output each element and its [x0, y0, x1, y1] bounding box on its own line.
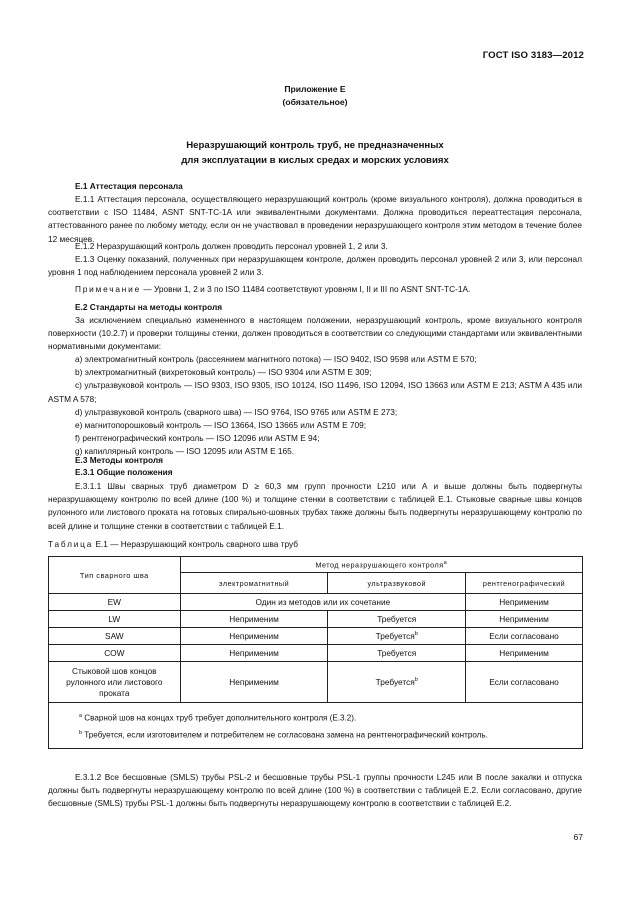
sub-header-radiographic: рентгенографический	[466, 573, 583, 594]
heading-e3: Е.3 Методы контроля	[75, 455, 163, 465]
cell-radiographic: Неприменим	[466, 645, 583, 662]
footnote-ref-b: b	[414, 677, 418, 684]
heading-e3-1: Е.3.1 Общие положения	[75, 467, 173, 477]
cell-ultrasonic-text: Требуется	[377, 614, 417, 624]
paragraph-e3-1-2: Е.3.1.2 Все бесшовные (SMLS) трубы PSL-2 и бесшовные трубы PSL-1 группы прочности L245 или В после закалки и отпуска должны быть подвергнуты неразрушающему контролю по всей длине (100 %) в соответствии с таблицей Е.2. Если согласовано, другие бесшовные (SMLS) трубы PSL-1 должны быть подвергнуты неразрушающему контролю в соответствии с таблицей Е.2.	[48, 772, 582, 809]
cell-radiographic: Неприменим	[466, 611, 583, 628]
note-a-marker: a	[79, 713, 83, 719]
col-header-method-text: Метод неразрушающего контроля	[315, 560, 444, 570]
cell-ultrasonic	[328, 662, 466, 703]
table-caption	[48, 539, 298, 549]
section-title-line2: для эксплуатации в кислых средах и морских условиях	[181, 155, 449, 166]
list-item: f) рентгенографический контроль — ISO 12096 или ASTM E 94;	[75, 433, 320, 444]
cell-merged: Один из методов или их сочетание	[180, 594, 465, 611]
table-row	[49, 594, 583, 611]
footnote-ref-b: b	[414, 631, 418, 638]
list-item: е) магнитопорошковый контроль — ISO 13664, ISO 13665 или ASTM E 709;	[75, 420, 367, 431]
heading-e1: Е.1 Аттестация персонала	[75, 181, 183, 191]
paragraph-e2-intro: За исключением специально измененного в настоящем положении, неразрушающий контроль, кроме визуального контроля поверхности (10.2.7) и проверки толщины стенки, должен проводиться в соответствии со следующими стандартами или эквивалентными нормативными документами:	[48, 315, 582, 352]
paragraph-e3-1-1: Е.3.1.1 Швы сварных труб диаметром D ≥ 60,3 мм групп прочности L210 или А и выше должны быть подвергнуты неразрушающему контролю по всей длине (100 %) и толщине стенки в соответствии с таблицей Е.1. Стыковые сварные швы концов рулонного или листового проката на готовых спирально-шовных трубах также должны быть подвергнуты неразрушающему контролю по всей длине и толщине стенки в соответствии с таблицей Е.1.	[48, 481, 582, 531]
table-e1	[48, 556, 583, 749]
list-item: с) ультразвуковой контроль — ISO 9303, ISO 9305, ISO 10124, ISO 11496, ISO 12094, ISO 13663 или ASTM E 213; ASTM A 435 или ASTM A 578;	[48, 380, 582, 404]
cell-electromagnetic: Неприменим	[180, 645, 328, 662]
cell-type: COW	[49, 645, 181, 662]
cell-type: EW	[49, 594, 181, 611]
note-label: Примечание	[75, 284, 142, 294]
list-item: g) капиллярный контроль — ISO 12095 или ASTM E 165.	[75, 446, 295, 457]
cell-ultrasonic	[328, 645, 466, 662]
paragraph-e1-1: Е.1.1 Аттестация персонала, осуществляющего неразрушающий контроль (кроме визуального контроля), должна проводиться в соответствии с ISO 11484, ASNT SNT-TC-1A или эквивалентными документами. Должна проводиться переаттестация персонала, аттестованного ранее по любому методу, если он не участвовал в проведении неразрушающего контроля этим методом в течение более 12 месяцев.	[48, 194, 582, 244]
table-caption-label: Таблица	[48, 539, 94, 549]
list-item: b) электромагнитный (вихретоковый контроль) — ISO 9304 или ASTM E 309;	[75, 367, 372, 378]
cell-electromagnetic: Неприменим	[180, 662, 328, 703]
note-text: — Уровни 1, 2 и 3 по ISO 11484 соответствуют уровням I, II и III по ASNT SNT-TC-1A.	[141, 284, 471, 294]
col-header-method	[180, 557, 582, 573]
note-b-text: Требуется, если изготовителем и потребителем не согласована замена на рентгенографический контроль.	[82, 730, 488, 740]
table-note-a	[79, 709, 574, 726]
annex-status: (обязательное)	[282, 97, 348, 107]
list-item: d) ультразвуковой контроль (сварного шва) — ISO 9764, ISO 9765 или ASTM E 273;	[75, 406, 398, 417]
cell-ultrasonic	[328, 611, 466, 628]
cell-ultrasonic	[328, 628, 466, 645]
sub-header-electromagnetic: электромагнитный	[180, 573, 328, 594]
cell-electromagnetic: Неприменим	[180, 628, 328, 645]
document-header: ГОСТ ISO 3183—2012	[482, 50, 584, 61]
cell-electromagnetic: Неприменим	[180, 611, 328, 628]
table-row	[49, 645, 583, 662]
annex-title: Приложение Е	[284, 84, 346, 94]
note-e1	[48, 283, 582, 296]
table-row	[49, 611, 583, 628]
footnote-ref-a: a	[443, 560, 448, 567]
table-row	[49, 628, 583, 645]
list-e2	[48, 353, 582, 459]
cell-ultrasonic-text: Требуется	[377, 648, 417, 658]
table-row	[49, 662, 583, 703]
page-number: 67	[573, 832, 583, 842]
cell-radiographic: Если согласовано	[466, 628, 583, 645]
cell-ultrasonic-text: Требуется	[375, 677, 415, 687]
heading-e2: Е.2 Стандарты на методы контроля	[75, 302, 223, 312]
cell-type: LW	[49, 611, 181, 628]
table-notes	[49, 703, 583, 749]
cell-type: Стыковой шов концов рулонного или листового проката	[49, 662, 181, 703]
cell-radiographic: Неприменим	[466, 594, 583, 611]
note-b-marker: b	[79, 729, 83, 736]
section-title-line1: Неразрушающий контроль труб, не предназначенных	[186, 140, 444, 151]
cell-type: SAW	[49, 628, 181, 645]
list-item: а) электромагнитный контроль (рассеянием магнитного потока) — ISO 9402, ISO 9598 или ASTM E 570;	[75, 354, 477, 364]
note-a-text: Сварной шов на концах труб требует дополнительного контроля (Е.3.2).	[82, 713, 357, 723]
sub-header-ultrasonic: ультразвуковой	[328, 573, 466, 594]
cell-ultrasonic-text: Требуется	[375, 631, 415, 641]
cell-radiographic: Если согласовано	[466, 662, 583, 703]
table-caption-text: Е.1 — Неразрушающий контроль сварного шва труб	[93, 539, 299, 549]
paragraph-e1-3: Е.1.3 Оценку показаний, полученных при неразрушающем контроле, должен проводить персонал уровней 2 или 3, или персонал уровня 1 под наблюдением персонала уровней 2 или 3.	[48, 254, 582, 278]
col-header-type: Тип сварного шва	[49, 557, 181, 594]
paragraph-e1-2: Е.1.2 Неразрушающий контроль должен проводить персонал уровней 1, 2 или 3.	[75, 241, 388, 251]
table-note-b	[79, 726, 574, 743]
